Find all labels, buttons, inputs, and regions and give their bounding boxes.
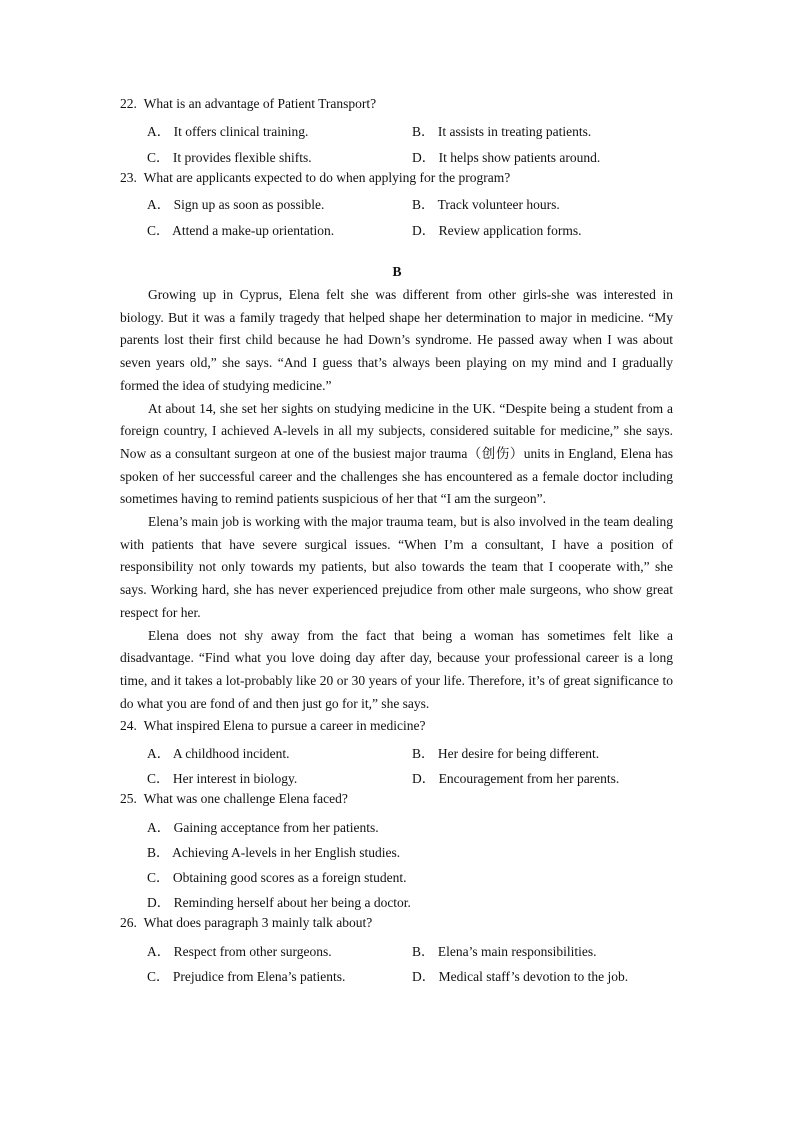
question-24-option-a: A． A childhood incident. bbox=[147, 746, 290, 761]
question-24-stem: 24. What inspired Elena to pursue a career in medicine? bbox=[120, 718, 426, 733]
passage-paragraph-2: At about 14, she set her sights on studying medicine in the UK. “Despite being a student from a foreign country, I achieved A-levels in all my subjects, considered suitable for medicine,” she says. Now as a consultant surgeon at one of the busiest major trauma（创伤）units in England, Elena has spoken of her successful career and the challenges she has encountered as a female doctor including sometimes having to remind patients suspicious of her that “I am the surgeon”. bbox=[120, 400, 673, 507]
question-24-option-d: D． Encouragement from her parents. bbox=[412, 771, 620, 786]
question-26-option-a: A． Respect from other surgeons. bbox=[147, 944, 332, 959]
question-26-option-d: D． Medical staff’s devotion to the job. bbox=[412, 969, 629, 984]
passage-b bbox=[120, 284, 673, 715]
question-23-option-b: B． Track volunteer hours. bbox=[412, 197, 560, 212]
passage-paragraph-4: Elena does not shy away from the fact that being a woman has sometimes felt like a disadvantage. “Find what you love doing day after day, because your professional career is a long time, and it takes a lot-probably like 20 or 30 years of your life. Therefore, it’s of great significance to do what you are fond of and then just go for it,” she says. bbox=[120, 627, 673, 711]
question-26-option-c: C． Prejudice from Elena’s patients. bbox=[147, 969, 346, 984]
question-22-option-a: A． It offers clinical training. bbox=[147, 124, 309, 139]
question-22-stem: 22. What is an advantage of Patient Transport? bbox=[120, 96, 377, 111]
section-b-title: B bbox=[392, 264, 402, 279]
question-25-option-d: D． Reminding herself about her being a doctor. bbox=[147, 895, 411, 910]
passage-paragraph-1: Growing up in Cyprus, Elena felt she was different from other girls-she was interested in biology. But it was a family tragedy that helped shape her determination to major in medicine. “My parents lost their first child because he had Down’s syndrome. He passed away when I was about seven years old,” she says. “And I guess that’s always been playing on my mind and I gradually formed the idea of studying medicine.” bbox=[120, 287, 673, 393]
question-23-option-c: C． Attend a make-up orientation. bbox=[147, 223, 335, 238]
question-23-stem: 23. What are applicants expected to do when applying for the program? bbox=[120, 170, 511, 185]
question-22-option-c: C． It provides flexible shifts. bbox=[147, 150, 312, 165]
question-25-option-c: C． Obtaining good scores as a foreign student. bbox=[147, 870, 407, 885]
question-24-option-b: B． Her desire for being different. bbox=[412, 746, 600, 761]
passage-paragraph-3: Elena’s main job is working with the major trauma team, but is also involved in the team dealing with patients that have severe surgical issues. “When I’m a consultant, I have a position of responsibility not only towards my patients, but also towards the team that I cooperate with,” she says. Working hard, she has never experienced prejudice from other male surgeons, who show great respect for her. bbox=[120, 514, 673, 620]
question-24-option-c: C． Her interest in biology. bbox=[147, 771, 298, 786]
question-25-stem: 25. What was one challenge Elena faced? bbox=[120, 791, 348, 806]
question-26-option-b: B． Elena’s main responsibilities. bbox=[412, 944, 597, 959]
question-25-option-b: B． Achieving A-levels in her English studies. bbox=[147, 845, 401, 860]
question-25-option-a: A． Gaining acceptance from her patients. bbox=[147, 820, 379, 835]
question-23-option-a: A． Sign up as soon as possible. bbox=[147, 197, 325, 212]
question-23-option-d: D． Review application forms. bbox=[412, 223, 582, 238]
question-26-stem: 26. What does paragraph 3 mainly talk about? bbox=[120, 915, 373, 930]
question-22-option-b: B． It assists in treating patients. bbox=[412, 124, 592, 139]
question-22-option-d: D． It helps show patients around. bbox=[412, 150, 601, 165]
